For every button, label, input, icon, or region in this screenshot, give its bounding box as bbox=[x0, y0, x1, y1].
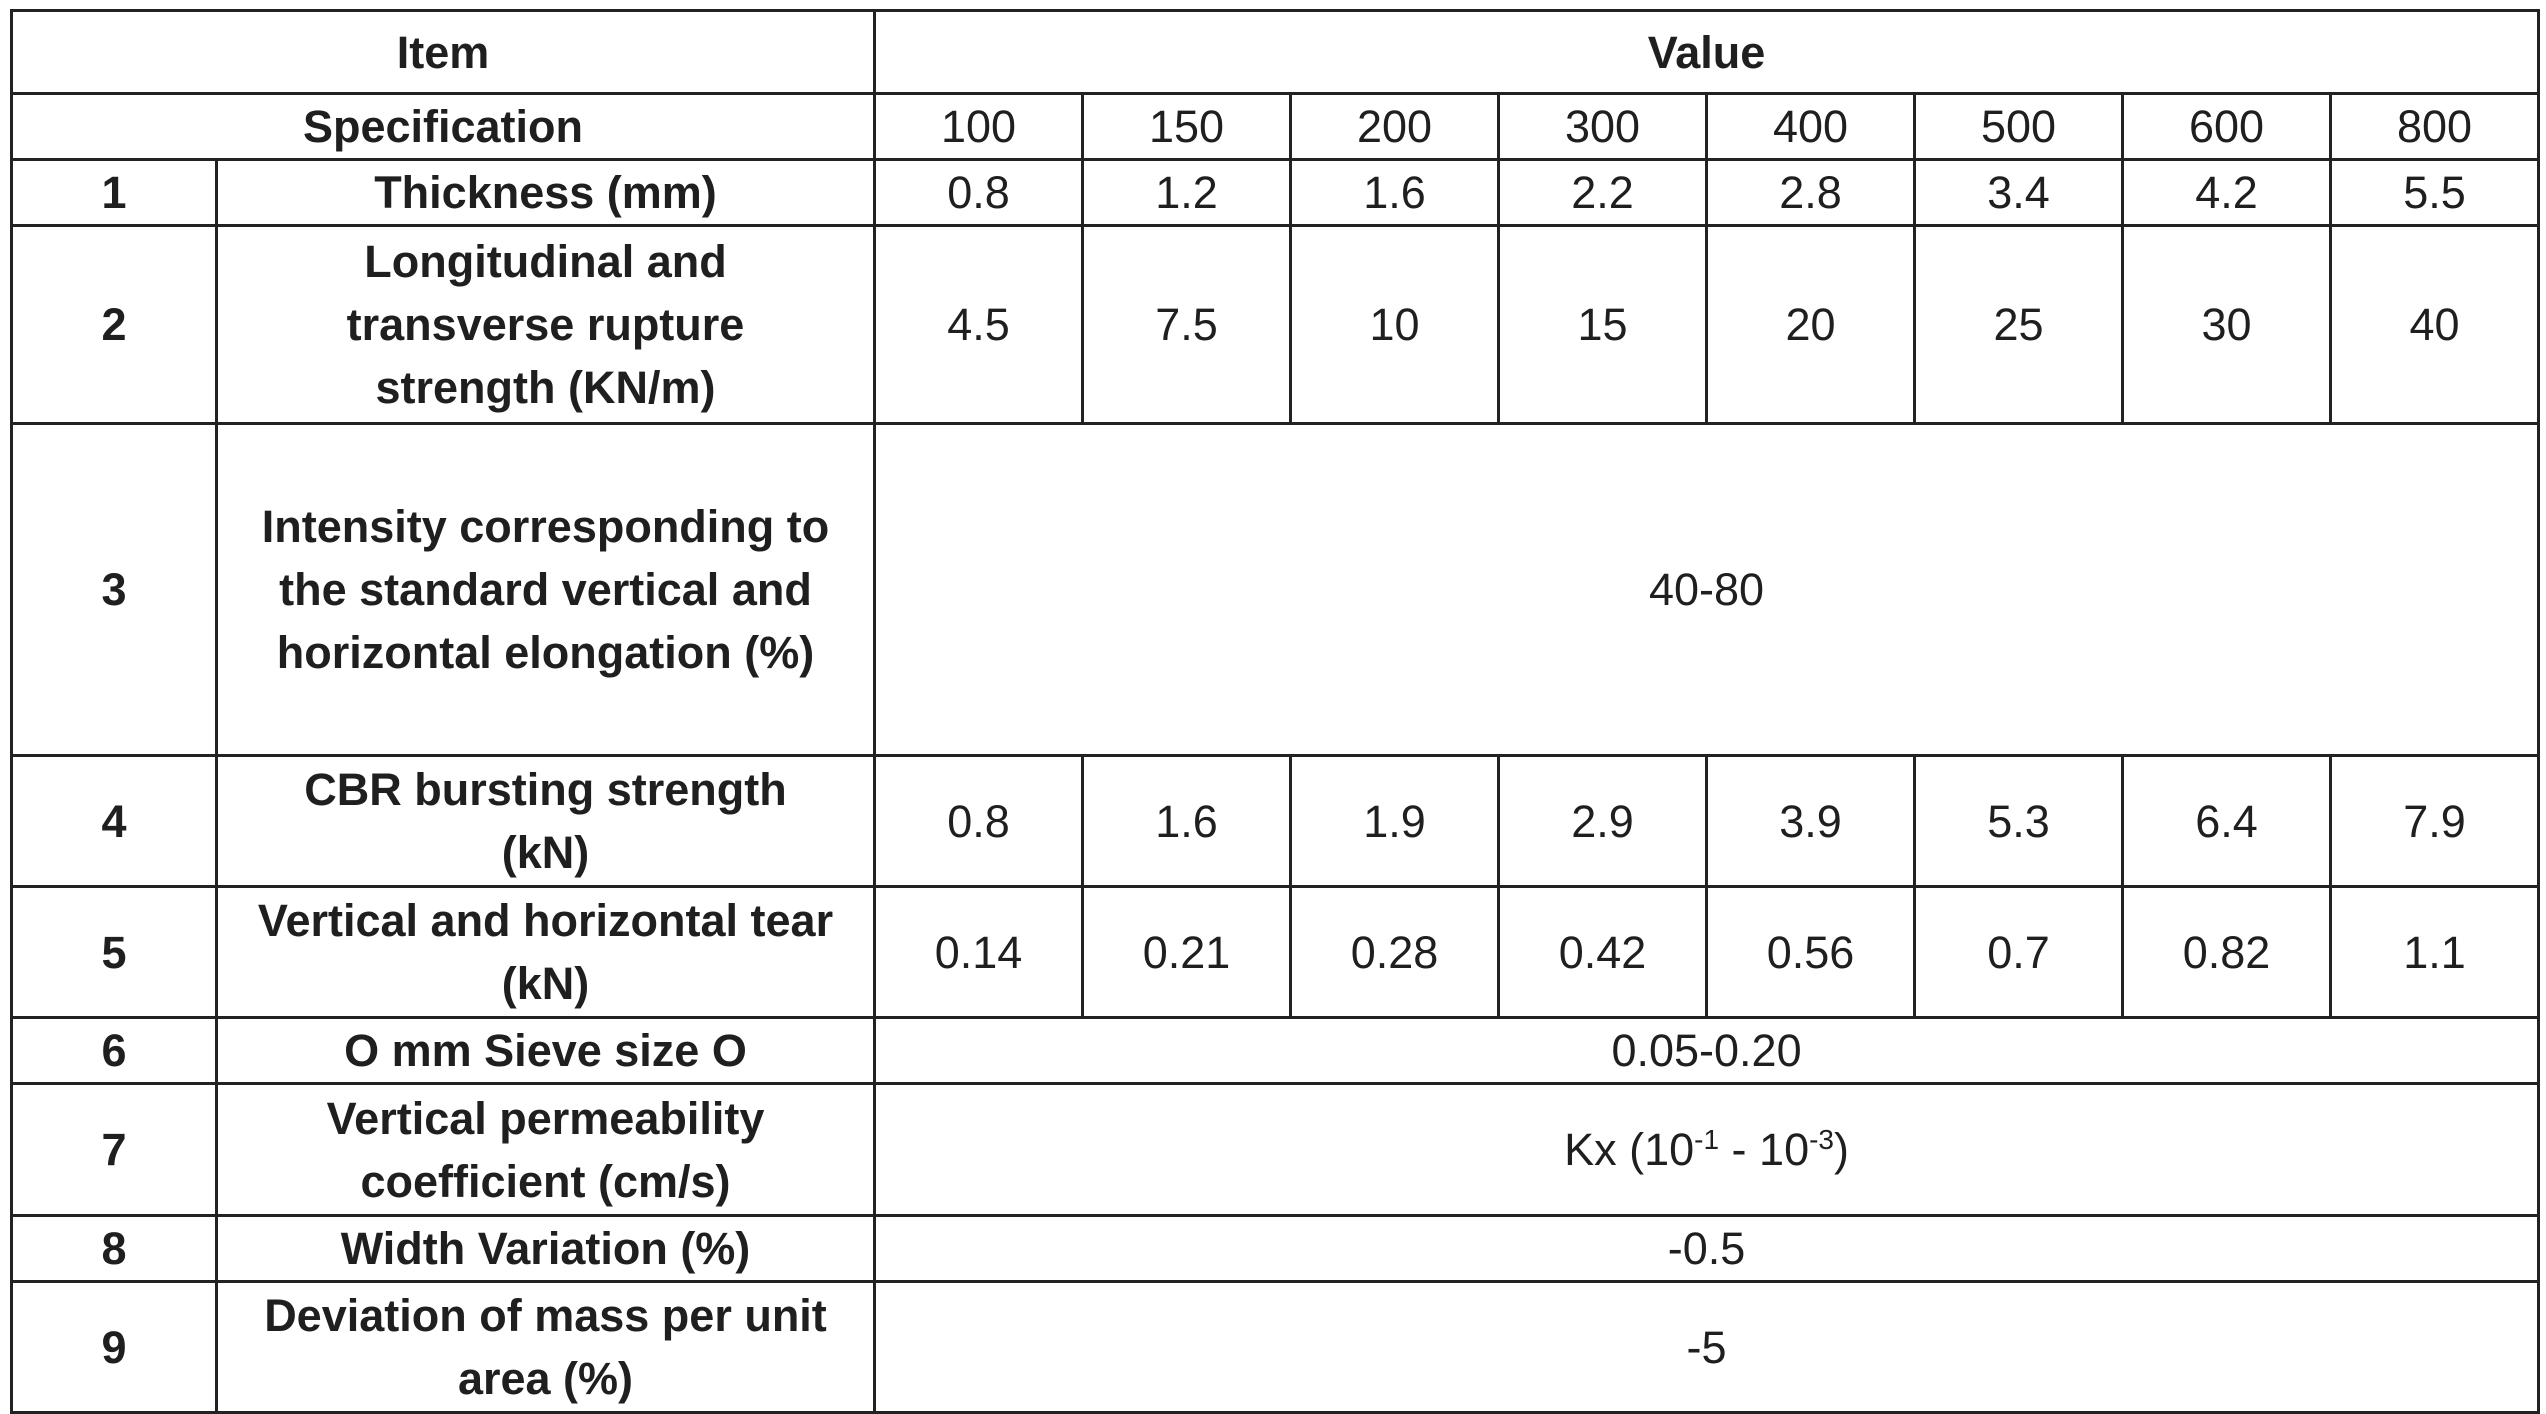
spec-value: 200 bbox=[1291, 94, 1499, 160]
row-number: 3 bbox=[12, 424, 217, 756]
row-value: 0.21 bbox=[1083, 887, 1291, 1018]
permeability-exponent-1: -1 bbox=[1694, 1124, 1720, 1155]
specification-row bbox=[12, 94, 2539, 160]
row-value: 4.2 bbox=[2123, 160, 2331, 226]
row-number: 7 bbox=[12, 1084, 217, 1216]
specification-table bbox=[10, 9, 2540, 1414]
row-value: 40 bbox=[2331, 226, 2539, 424]
spec-value: 500 bbox=[1915, 94, 2123, 160]
row-item: O mm Sieve size O bbox=[217, 1018, 875, 1084]
row-number: 1 bbox=[12, 160, 217, 226]
row-value: 3.9 bbox=[1707, 756, 1915, 887]
row-value: 5.3 bbox=[1915, 756, 2123, 887]
spec-value: 600 bbox=[2123, 94, 2331, 160]
row-value: 30 bbox=[2123, 226, 2331, 424]
row-value: 0.28 bbox=[1291, 887, 1499, 1018]
row-number: 8 bbox=[12, 1216, 217, 1282]
row-value: 0.14 bbox=[875, 887, 1083, 1018]
row-value: -0.5 bbox=[875, 1216, 2539, 1282]
row-number: 9 bbox=[12, 1282, 217, 1413]
row-number: 2 bbox=[12, 226, 217, 424]
table-row bbox=[12, 887, 2539, 1018]
row-item: Vertical permeability coefficient (cm/s) bbox=[217, 1084, 875, 1216]
row-value: 1.6 bbox=[1083, 756, 1291, 887]
row-value: 6.4 bbox=[2123, 756, 2331, 887]
header-value: Value bbox=[875, 11, 2539, 94]
header-item: Item bbox=[12, 11, 875, 94]
permeability-prefix: Kx (10 bbox=[1564, 1124, 1695, 1175]
row-value: 1.9 bbox=[1291, 756, 1499, 887]
row-value: 25 bbox=[1915, 226, 2123, 424]
permeability-mid: - 10 bbox=[1719, 1124, 1810, 1175]
table-row bbox=[12, 1018, 2539, 1084]
row-value: 0.82 bbox=[2123, 887, 2331, 1018]
header-row bbox=[12, 11, 2539, 94]
spec-value: 300 bbox=[1499, 94, 1707, 160]
permeability-exponent-2: -3 bbox=[1809, 1124, 1834, 1155]
row-value: -5 bbox=[875, 1282, 2539, 1413]
row-number: 5 bbox=[12, 887, 217, 1018]
table-row bbox=[12, 226, 2539, 424]
row-value: 1.6 bbox=[1291, 160, 1499, 226]
row-value: 1.1 bbox=[2331, 887, 2539, 1018]
row-value: 20 bbox=[1707, 226, 1915, 424]
row-item: Width Variation (%) bbox=[217, 1216, 875, 1282]
permeability-suffix: ) bbox=[1834, 1124, 1849, 1175]
row-item: Thickness (mm) bbox=[217, 160, 875, 226]
spec-value: 100 bbox=[875, 94, 1083, 160]
spec-value: 800 bbox=[2331, 94, 2539, 160]
row-value bbox=[875, 1084, 2539, 1216]
table-row bbox=[12, 1282, 2539, 1413]
table-row bbox=[12, 756, 2539, 887]
specification-label: Specification bbox=[12, 94, 875, 160]
row-value: 7.5 bbox=[1083, 226, 1291, 424]
row-value: 2.8 bbox=[1707, 160, 1915, 226]
table-row bbox=[12, 424, 2539, 756]
row-value: 0.42 bbox=[1499, 887, 1707, 1018]
row-value: 5.5 bbox=[2331, 160, 2539, 226]
row-value: 2.9 bbox=[1499, 756, 1707, 887]
row-value: 10 bbox=[1291, 226, 1499, 424]
row-value: 1.2 bbox=[1083, 160, 1291, 226]
row-value: 15 bbox=[1499, 226, 1707, 424]
row-item: CBR bursting strength (kN) bbox=[217, 756, 875, 887]
row-number: 4 bbox=[12, 756, 217, 887]
row-value: 0.8 bbox=[875, 756, 1083, 887]
row-value: 4.5 bbox=[875, 226, 1083, 424]
spec-value: 150 bbox=[1083, 94, 1291, 160]
row-value: 0.7 bbox=[1915, 887, 2123, 1018]
row-value: 7.9 bbox=[2331, 756, 2539, 887]
row-value: 2.2 bbox=[1499, 160, 1707, 226]
table-row bbox=[12, 1084, 2539, 1216]
row-value: 0.56 bbox=[1707, 887, 1915, 1018]
row-value: 40-80 bbox=[875, 424, 2539, 756]
row-value: 0.05-0.20 bbox=[875, 1018, 2539, 1084]
row-item: Vertical and horizontal tear (kN) bbox=[217, 887, 875, 1018]
row-item: Deviation of mass per unit area (%) bbox=[217, 1282, 875, 1413]
spec-value: 400 bbox=[1707, 94, 1915, 160]
row-value: 0.8 bbox=[875, 160, 1083, 226]
table-row bbox=[12, 160, 2539, 226]
table-row bbox=[12, 1216, 2539, 1282]
row-value: 3.4 bbox=[1915, 160, 2123, 226]
row-item: Longitudinal and transverse rupture strength (KN/m) bbox=[217, 226, 875, 424]
row-number: 6 bbox=[12, 1018, 217, 1084]
row-item: Intensity corresponding to the standard vertical and horizontal elongation (%) bbox=[217, 424, 875, 756]
